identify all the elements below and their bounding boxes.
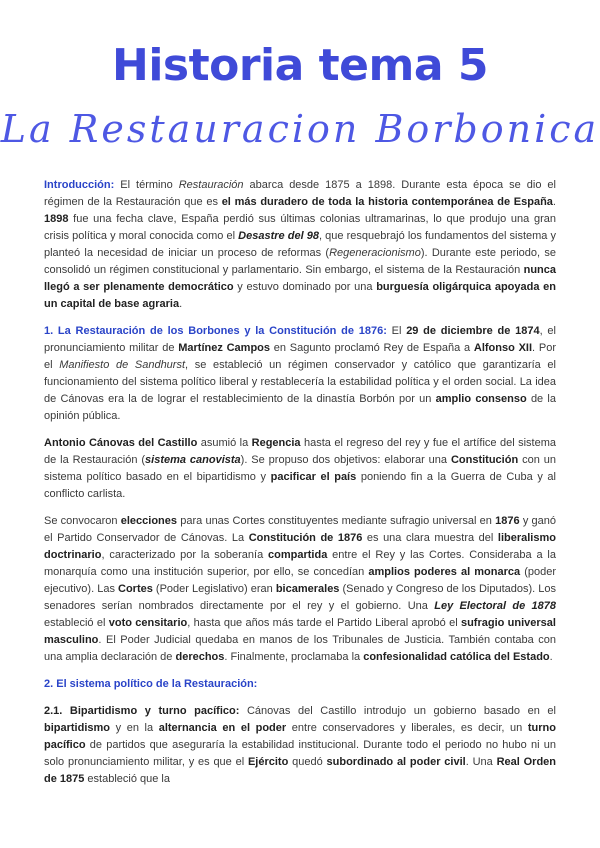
document-body [44,177,556,798]
text-run: estableció el [44,617,109,629]
bold-run: Ejército [247,756,289,768]
text-run: abarca desde 1875 a 1898. Durante esta época se dio el régimen de la Restauración que es [44,179,556,208]
bold-italic-run: sistema canovista [145,454,241,466]
bold-run: Alfonso XII [473,342,533,354]
text-run: , el pronunciamiento militar de [44,325,556,354]
bold-run: confesionalidad católica del Estado [363,651,550,663]
text-run: fue una fecha clave, España perdió sus últimas colonias ultramarinas, lo que produjo una gran crisis política y moral conocida como el [44,213,556,242]
bold-italic-run: Desastre del 98 [238,230,319,242]
italic-run: Regeneracionismo [329,247,421,259]
bold-run: pacificar el país [270,471,357,483]
bold-run: amplio consenso [435,393,527,405]
bold-run: el más duradero de toda la historia contemporánea de España [221,196,553,208]
text-run: . [552,196,556,208]
bold-run: voto censitario [108,617,188,629]
bold-run: 1898 [44,213,69,225]
bold-run: elecciones [120,515,178,527]
text-run: , que resquebrajó los fundamentos del sistema y planteó la necesidad de iniciar un proceso de reformas ( [44,230,557,259]
bold-run: Martínez Campos [178,342,271,354]
section-heading-2: 2. El sistema político de la Restauración: [44,678,258,690]
bold-run: amplios poderes al monarca [368,566,521,578]
bold-italic-run: Ley Electoral de 1878 [434,600,557,612]
paragraph-constitucion [44,513,556,666]
document-subtitle: La Restauracion Borbonica [0,107,600,151]
text-run: (Senado y Congreso de los Diputados). Los senadores serían nombrados directamente por el rey y el gobierno. Una [44,583,556,612]
text-run: hasta el regreso del rey y fue el artífice del sistema de la Restauración ( [44,437,556,466]
text-run: Se convocaron [44,515,121,527]
paragraph-introduccion [44,177,556,313]
text-run: asumió la [197,437,252,449]
text-run: y ganó el Partido Conservador de Cánovas. La [44,515,556,544]
text-run: de partidos que aseguraría la estabilidad institucional. Durante todo el periodo no hubo ni un solo pronunciamiento militar, y es que el [44,739,556,768]
text-run: , se estableció un régimen conservador y católico que garantizaría el funcionamiento del sistema político liberal y restablecería la estabilidad política y el orden social. La idea de Cánovas era la de lograr el restablecimiento de la dinastía Borbón por un [44,359,556,405]
text-run: . Finalmente, proclamaba la [224,651,364,663]
italic-run: Restauración [178,179,244,191]
text-run: quedó [288,756,327,768]
text-run: poniendo fin a la Guerra de Cuba y al conflicto carlista. [44,471,556,500]
bold-run: Real Orden de 1875 [44,756,556,785]
section-heading-1: 1. La Restauración de los Borbones y la Constitución de 1876: [44,325,387,337]
bold-run: derechos [175,651,225,663]
bold-run: liberalismo doctrinario [44,532,556,561]
text-run: estableció que la [84,773,170,785]
text-run: . El Poder Judicial quedaba en manos de los Tribunales de Justicia. También contaba con una amplia declaración de [44,634,556,663]
text-run: . [179,298,183,310]
text-run: (poder ejecutivo). Las [44,566,556,595]
text-run: . Una [465,756,497,768]
bold-run: Constitución de 1876 [248,532,363,544]
text-run: de la opinión pública. [44,393,556,422]
text-run: y en la [110,722,159,734]
bold-run: Regencia [251,437,301,449]
text-run: entre el Rey y las Cortes. Consideraba a la monarquía como una institución superior, por ello, se concedían [44,549,556,578]
text-run: y estuvo dominado por una [233,281,377,293]
text-run: , hasta que años más tarde el Partido Liberal aprobó el [187,617,461,629]
paragraph-canovas [44,435,556,503]
bold-run: compartida [268,549,328,561]
bold-run: sufragio universal masculino [44,617,556,646]
bold-run: bicamerales [275,583,340,595]
text-run: , caracterizado por la soberanía [101,549,269,561]
bold-run: 1876 [495,515,520,527]
text-run: . [549,651,553,663]
text-run: El término [114,179,179,191]
text-run: con un sistema político basado en el bipartidismo y [44,454,556,483]
bold-run: burguesía oligárquica apoyada en un capital de base agraria [44,281,556,310]
text-run: ). Se propuso dos objetivos: elaborar una [240,454,451,466]
paragraph-bipartidismo [44,703,556,788]
bold-run: bipartidismo [44,722,111,734]
italic-run: Manifiesto de Sandhurst [59,359,186,371]
bold-run: Cortes [118,583,153,595]
bold-run: alternancia en el poder [158,722,287,734]
text-run: (Poder Legislativo) eran [152,583,276,595]
bold-run: Constitución [450,454,519,466]
text-run: ). Durante este periodo, se consolidó un régimen constitucional y parlamentario. Sin embargo, el sistema de la Restauración [44,247,557,276]
bold-run: 29 de diciembre de 1874 [406,325,540,337]
intro-label: Introducción: [44,179,115,191]
bold-run: subordinado al poder civil [326,756,466,768]
bold-run: nunca llegó a ser plenamente democrático [44,264,556,293]
text-run: El [386,325,407,337]
bold-run: turno pacífico [44,722,556,751]
text-run: . Por el [44,342,556,371]
document-title: Historia tema 5 [112,40,488,91]
text-run: es una clara muestra del [362,532,498,544]
subsection-heading: 2.1. Bipartidismo y turno pacífico: [44,705,240,717]
text-run: entre conservadores y liberales, es decir, un [286,722,528,734]
paragraph-restauracion-borbones [44,323,556,425]
text-run: Cánovas del Castillo introdujo un gobierno basado en el [239,705,556,717]
text-run: en Sagunto proclamó Rey de España a [270,342,474,354]
text-run: para unas Cortes constituyentes mediante sufragio universal en [177,515,496,527]
bold-run: Antonio Cánovas del Castillo [44,437,198,449]
